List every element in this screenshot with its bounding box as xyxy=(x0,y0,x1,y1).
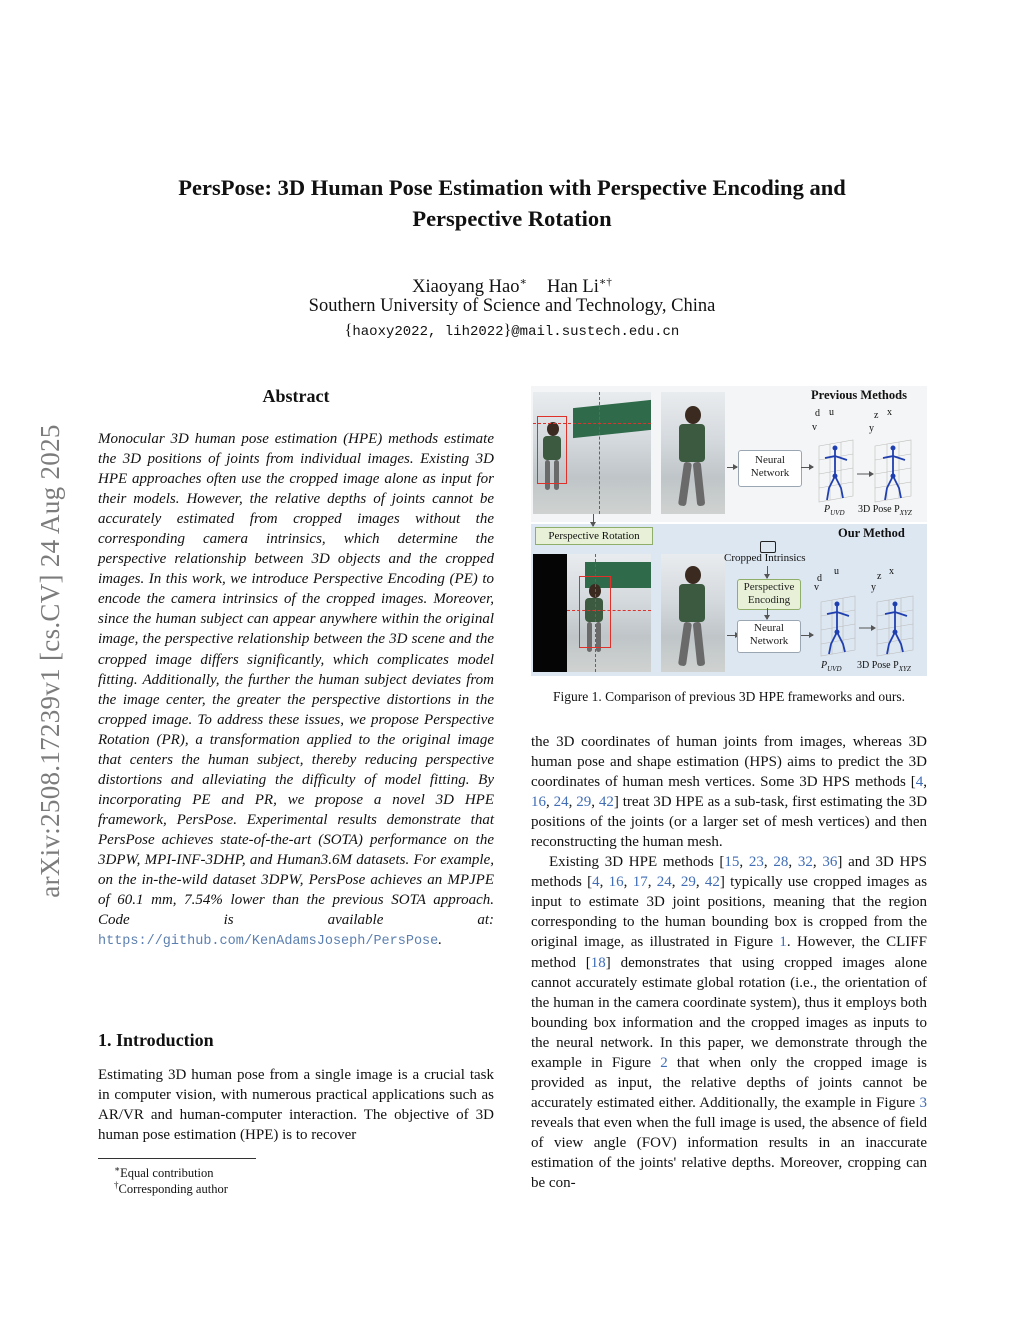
p-uvd-top-main: P xyxy=(824,504,831,515)
axis-u-bottom: u xyxy=(834,566,839,577)
citation[interactable]: 42 xyxy=(704,874,720,891)
footnote-rule xyxy=(98,1158,256,1159)
citation[interactable]: 15 xyxy=(724,854,740,871)
perspective-encoding-box xyxy=(737,579,801,610)
axis-x-bottom: x xyxy=(889,566,894,577)
p2-text-b: ] and 3D HPS methods [ xyxy=(531,854,928,891)
footnote-1-text: Equal contribution xyxy=(120,1166,214,1181)
nn-top-line-2: Network xyxy=(750,467,790,479)
citation[interactable]: 4 xyxy=(915,774,924,791)
author-1: Xiaoyang Hao xyxy=(412,277,520,298)
citation[interactable]: 16 xyxy=(531,794,546,811)
p-uvd-top-sub: UVD xyxy=(830,509,845,517)
cropped-image-bottom xyxy=(661,554,725,672)
citation[interactable]: 18 xyxy=(590,954,606,971)
figure-ref[interactable]: 3 xyxy=(919,1094,927,1111)
p2-text-g: reveals that even when the full image is used, the absence of field of view angle (FOV) information results in an inaccurate estimation of the joints' relative depths. Moreover, cropping can be con- xyxy=(531,1114,927,1192)
arrow-2 xyxy=(801,467,813,468)
title-line-1: PersPose: 3D Human Pose Estimation with Perspective Encoding and xyxy=(178,175,846,200)
pe-line-2: Encoding xyxy=(747,594,791,606)
citation[interactable]: 42 xyxy=(598,794,614,811)
email-close-brace: } xyxy=(503,322,512,339)
email-names: haoxy2022, lih2022 xyxy=(352,324,504,340)
footnote-2 xyxy=(114,1177,228,1197)
pose-xyz-top-main: 3D Pose P xyxy=(858,504,900,515)
paragraph-1: the 3D coordinates of human joints from images, whereas 3D human pose and shape estimation (HPS) aims to predict the 3D coordinates of human mesh vertices. Some 3D HPS methods [4, 16, 24, 29, 42] treat 3D HPE as a sub-task, first estimating the 3D positions of the joints (or a larger set of mesh vertices) and then reconstructing the human mesh. xyxy=(531,734,928,851)
author-1-mark: ∗ xyxy=(519,276,527,288)
neural-network-box-bottom xyxy=(737,620,801,653)
arrow-1 xyxy=(727,467,737,468)
intro-body: Estimating 3D human pose from a single image is a crucial task in computer vision, with numerous practical applications such as AR/VR and human-computer interaction. The objective of 3D human pose estimation (HPE) is to recover xyxy=(98,1067,494,1143)
p2-text-a: Existing 3D HPE methods [ xyxy=(549,854,725,871)
figure-1 xyxy=(531,386,927,678)
arxiv-sidebar-id: arXiv:2508.17239v1 [cs.CV] 24 Aug 2025 xyxy=(35,424,65,898)
our-method-label: Our Method xyxy=(838,526,905,540)
citation[interactable]: 28 xyxy=(773,854,789,871)
perspective-rotation-tag: Perspective Rotation xyxy=(535,527,653,545)
abstract-body xyxy=(98,429,494,952)
axis-u-top: u xyxy=(829,407,834,418)
axis-d-bottom: d xyxy=(817,573,822,584)
author-emails xyxy=(110,321,914,342)
author-2-mark: ∗† xyxy=(598,276,612,288)
p-uvd-bottom-main: P xyxy=(821,660,828,671)
figure-ref[interactable]: 2 xyxy=(660,1054,668,1071)
skeleton-plots-bottom xyxy=(815,588,927,660)
figure-1-caption: Figure 1. Comparison of previous 3D HPE frameworks and ours. xyxy=(552,689,906,704)
p2-text-e: ] demonstrates that using cropped images alone cannot accurately estimate global rotation (i.e., the orientation of the human in the camera coordinate system), thus it employs both bounding box information and the cropped images as inputs to the neural network. In this paper, we demonstrate through the example in Figure xyxy=(531,954,927,1071)
axis-x-top: x xyxy=(887,407,892,418)
axis-y-top: y xyxy=(869,423,874,434)
p2-text-d: . However, the CLIFF method [ xyxy=(531,934,927,971)
email-open-brace: { xyxy=(344,322,353,339)
axis-v-bottom: v xyxy=(814,582,819,593)
skeleton-plots-top xyxy=(813,430,927,508)
abstract-end: . xyxy=(438,932,443,949)
email-domain: @mail.sustech.edu.cn xyxy=(511,324,680,340)
arrow-4 xyxy=(801,635,813,636)
intro-heading: 1. Introduction xyxy=(98,1030,214,1050)
arrow-ci xyxy=(767,566,768,578)
previous-methods-label: Previous Methods xyxy=(811,388,907,402)
citation[interactable]: 24 xyxy=(553,794,569,811)
citation[interactable]: 32 xyxy=(797,854,813,871)
footnote-2-text: Corresponding author xyxy=(118,1182,228,1197)
p2-text-c: ] typically use cropped images as input to estimate 3D joint positions, meaning that the region corresponding to the human bounding box is cropped from the original image, as illustrated in Figure xyxy=(531,874,928,951)
citation[interactable]: 16 xyxy=(608,874,624,891)
citation[interactable]: 36 xyxy=(822,854,838,871)
rotated-image xyxy=(533,554,651,672)
title-line-2: Perspective Rotation xyxy=(412,206,612,231)
paper-title xyxy=(110,172,914,234)
nn-bottom-line-1: Neural xyxy=(754,622,784,634)
affiliation: Southern University of Science and Technology, China xyxy=(308,296,716,316)
footnote-1-mark: ∗ xyxy=(114,1164,121,1174)
pe-line-1: Perspective xyxy=(743,581,795,593)
p1-text-b: ] treat 3D HPE as a sub-task, first estimating the 3D positions of the joints (or a larger set of mesh vertices) and then reconstructing the human mesh. xyxy=(531,794,928,851)
author-2: Han Li xyxy=(546,277,599,298)
axis-z-top: z xyxy=(874,410,879,421)
pose-xyz-label-bottom xyxy=(857,660,911,673)
figure-ref[interactable]: 1 xyxy=(779,934,787,951)
right-column-body xyxy=(531,732,927,1193)
citation[interactable]: 4 xyxy=(592,874,600,891)
p-uvd-label-bottom xyxy=(821,660,842,673)
paragraph-2: Existing 3D HPE methods [15, 23, 28, 32, 36] and 3D HPS methods [4, 16, 17, 24, 29, 42] typically use cropped images as input to estimate 3D joint positions, meaning that the region corresponding to the human bounding box is cropped from the original image, as illustrated in Figure 1. However, the CLIFF method [18] demonstrates that using cropped images alone cannot accurately estimate global rotation (i.e., the orientation of the human in the camera coordinate system), thus it employs both bounding box information and the cropped images as inputs to the neural network. In this paper, we demonstrate through the example in Figure 2 that when only the cropped image is provided as input, the relative depths of joints cannot be accurately estimated either. Additionally, the example in Figure 3 reveals that even when the full image is used, the absence of field of view angle (FOV) information results in an inaccurate estimation of the joints' relative depths. Moreover, cropping can be con- xyxy=(531,854,928,1192)
footnote-2-mark: † xyxy=(114,1180,119,1190)
axis-d-top: d xyxy=(815,408,820,419)
code-link[interactable]: https://github.com/KenAdamsJoseph/PersPose xyxy=(98,934,439,950)
axis-v-top: v xyxy=(812,422,817,433)
pose-xyz-label-top xyxy=(858,504,912,517)
pose-xyz-top-sub: XYZ xyxy=(899,509,912,517)
arrow-pe xyxy=(767,608,768,619)
cropped-image-top xyxy=(661,392,725,514)
cropped-intrinsics-label: Cropped Intrinsics xyxy=(724,552,806,564)
original-image-top xyxy=(533,392,651,514)
citation[interactable]: 24 xyxy=(656,874,672,891)
citation[interactable]: 29 xyxy=(576,794,592,811)
crop-bbox xyxy=(537,416,567,484)
arrow-pr xyxy=(593,514,594,526)
nn-top-line-1: Neural xyxy=(755,454,785,466)
citation[interactable]: 29 xyxy=(680,874,696,891)
abstract-heading: Abstract xyxy=(262,386,330,406)
axis-y-bottom: y xyxy=(871,582,876,593)
p-uvd-bottom-sub: UVD xyxy=(827,665,842,673)
pose-xyz-bottom-sub: XYZ xyxy=(898,665,911,673)
p2-text-f: that when only the cropped image is provided as input, the relative depths of joints cannot be accurately estimated either. Additionally, the example in Figure xyxy=(531,1054,927,1111)
p-uvd-label-top xyxy=(824,504,845,517)
neural-network-box-top xyxy=(738,450,802,487)
axis-z-bottom: z xyxy=(877,571,882,582)
nn-bottom-line-2: Network xyxy=(749,635,789,647)
citation[interactable]: 17 xyxy=(632,874,648,891)
p1-text-a: the 3D coordinates of human joints from images, whereas 3D human pose and shape estimation (HPS) aims to predict the 3D coordinates of human mesh vertices. Some 3D HPS methods [ xyxy=(531,734,927,791)
citation[interactable]: 23 xyxy=(748,854,764,871)
pose-xyz-bottom-main: 3D Pose P xyxy=(857,660,899,671)
abstract-text: Monocular 3D human pose estimation (HPE) methods estimate the 3D positions of joints from individual images. Existing 3D HPE approaches often use the cropped image alone as input for their models. However, the relative depths of joints cannot be accurately estimated from cropped images without the corresponding camera intrinsics, which determine the perspective relationship between 3D objects and the cropped images. In this work, we introduce Perspective Encoding (PE) to encode the camera intrinsics of the cropped images. Moreover, since the human subject can appear anywhere within the original image, the perspective relationship between the 3D scene and the cropped image differs significantly, which complicates model fitting. Additionally, the further the human subject deviates from the image center, the greater the perspective distortions in the cropped image. To address these issues, we propose Perspective Rotation (PR), a transformation applied to the original image that centers the human subject, thereby reducing perspective distortions and alleviating the difficulty of model fitting. By incorporating PE and PR, we propose a novel 3D HPE framework, PersPose. Experimental results demonstrate that PersPose achieves state-of-the-art (SOTA) performance on the 3DPW, MPI-INF-3DHP, and Human3.6M datasets. For example, on the in-the-wild dataset 3DPW, PersPose achieves an MPJPE of 60.1 mm, 7.54% lower than the previous SOTA approach. Code is available at: xyxy=(98,431,494,929)
